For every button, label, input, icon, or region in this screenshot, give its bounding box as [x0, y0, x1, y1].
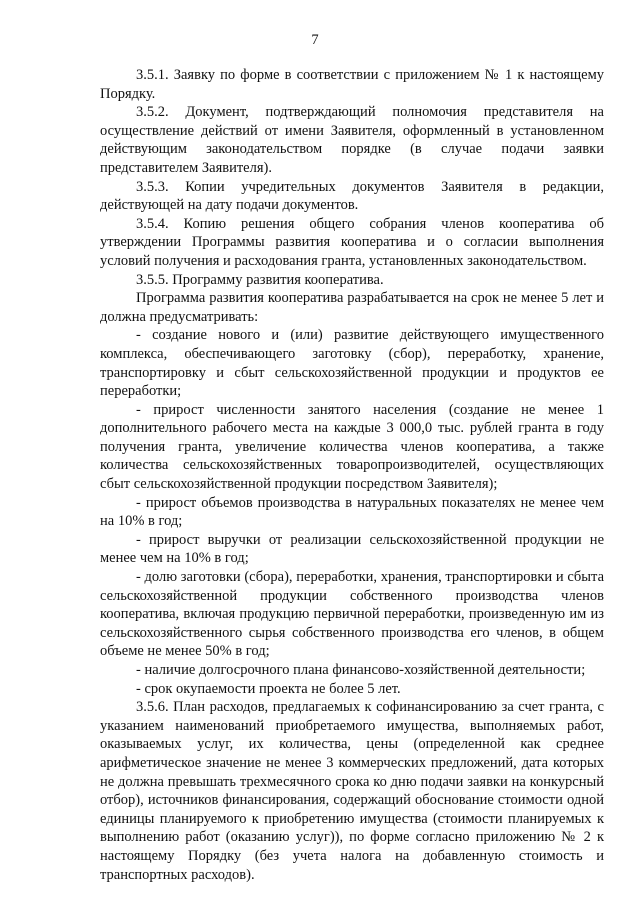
paragraph-3-5-2: 3.5.2. Документ, подтверждающий полномочия представителя на осуществление действий от имени Заявителя, оформленный в установленном действующим законодательством порядке (в случае подачи заявки представителем Заявителя).	[100, 104, 604, 176]
list-item-revenue-growth: - прирост выручки от реализации сельскохозяйственной продукции не менее чем на 10% в год;	[100, 531, 604, 567]
list-item-production-growth: - прирост объемов производства в натуральных показателях не менее чем на 10% в год;	[100, 494, 604, 530]
list-item-procurement-share: - долю заготовки (сбора), переработки, хранения, транспортировки и сбыта сельскохозяйственной продукции собственного производства членов кооператива, включая продукцию первичной переработки, произведенную им из сельскохозяйственного сырья собственного производства его членов, в общем объеме не менее 50% в год;	[100, 569, 604, 660]
paragraph-3-5-4: 3.5.4. Копию решения общего собрания членов кооператива об утверждении Программы развития кооператива и о согласии выполнения условий получения и расходования гранта, установленных законодательством.	[100, 215, 604, 269]
list-item-employment-growth: - прирост численности занятого населения (создание не менее 1 дополнительного рабочего места на каждые 3 000,0 тыс. рублей гранта в году получения гранта, увеличение количества членов кооператива, а также количества сельскохозяйственных товаропроизводителей, осуществляющих сбыт сельскохозяйственной продукции посредством Заявителя);	[100, 401, 604, 493]
list-item-payback-period: - срок окупаемости проекта не более 5 лет.	[136, 680, 401, 697]
paragraph-3-5-5: 3.5.5. Программу развития кооператива.	[136, 271, 384, 288]
program-intro-paragraph: Программа развития кооператива разрабатывается на срок не менее 5 лет и должна предусматривать:	[100, 290, 604, 325]
paragraph-3-5-6: 3.5.6. План расходов, предлагаемых к софинансированию за счет гранта, с указанием наименований приобретаемого имущества, выполняемых работ, оказываемых услуг, их количества, цены (определенной как среднее арифметическое значение не менее 3 коммерческих предложений, дата которых не должна превышать трехмесячного срока ко дню подачи заявки на конкурсный отбор), источников финансирования, содержащий обоснование стоимости одной единицы планируемого к приобретению имущества (стоимости планируемых к выполнению работ (оказанию услуг)), по форме согласно приложению № 2 к настоящему Порядку (без учета налога на добавленную стоимость и транспортных расходов).	[100, 699, 604, 883]
paragraph-3-5-3: 3.5.3. Копии учредительных документов Заявителя в редакции, действующей на дату подачи документов.	[100, 178, 604, 214]
list-item-long-term-plan: - наличие долгосрочного плана финансово-хозяйственной деятельности;	[136, 662, 586, 678]
document-body	[100, 66, 604, 884]
paragraph-3-5-1: 3.5.1. Заявку по форме в соответствии с приложением № 1 к настоящему Порядку.	[100, 67, 604, 102]
list-item-property-complex: - создание нового и (или) развитие действующего имущественного комплекса, обеспечивающего заготовку (сбор), переработку, хранение, транспортировку и сбыт сельскохозяйственной продукции и продуктов ее переработки;	[100, 327, 604, 400]
page-number: 7	[311, 32, 319, 48]
